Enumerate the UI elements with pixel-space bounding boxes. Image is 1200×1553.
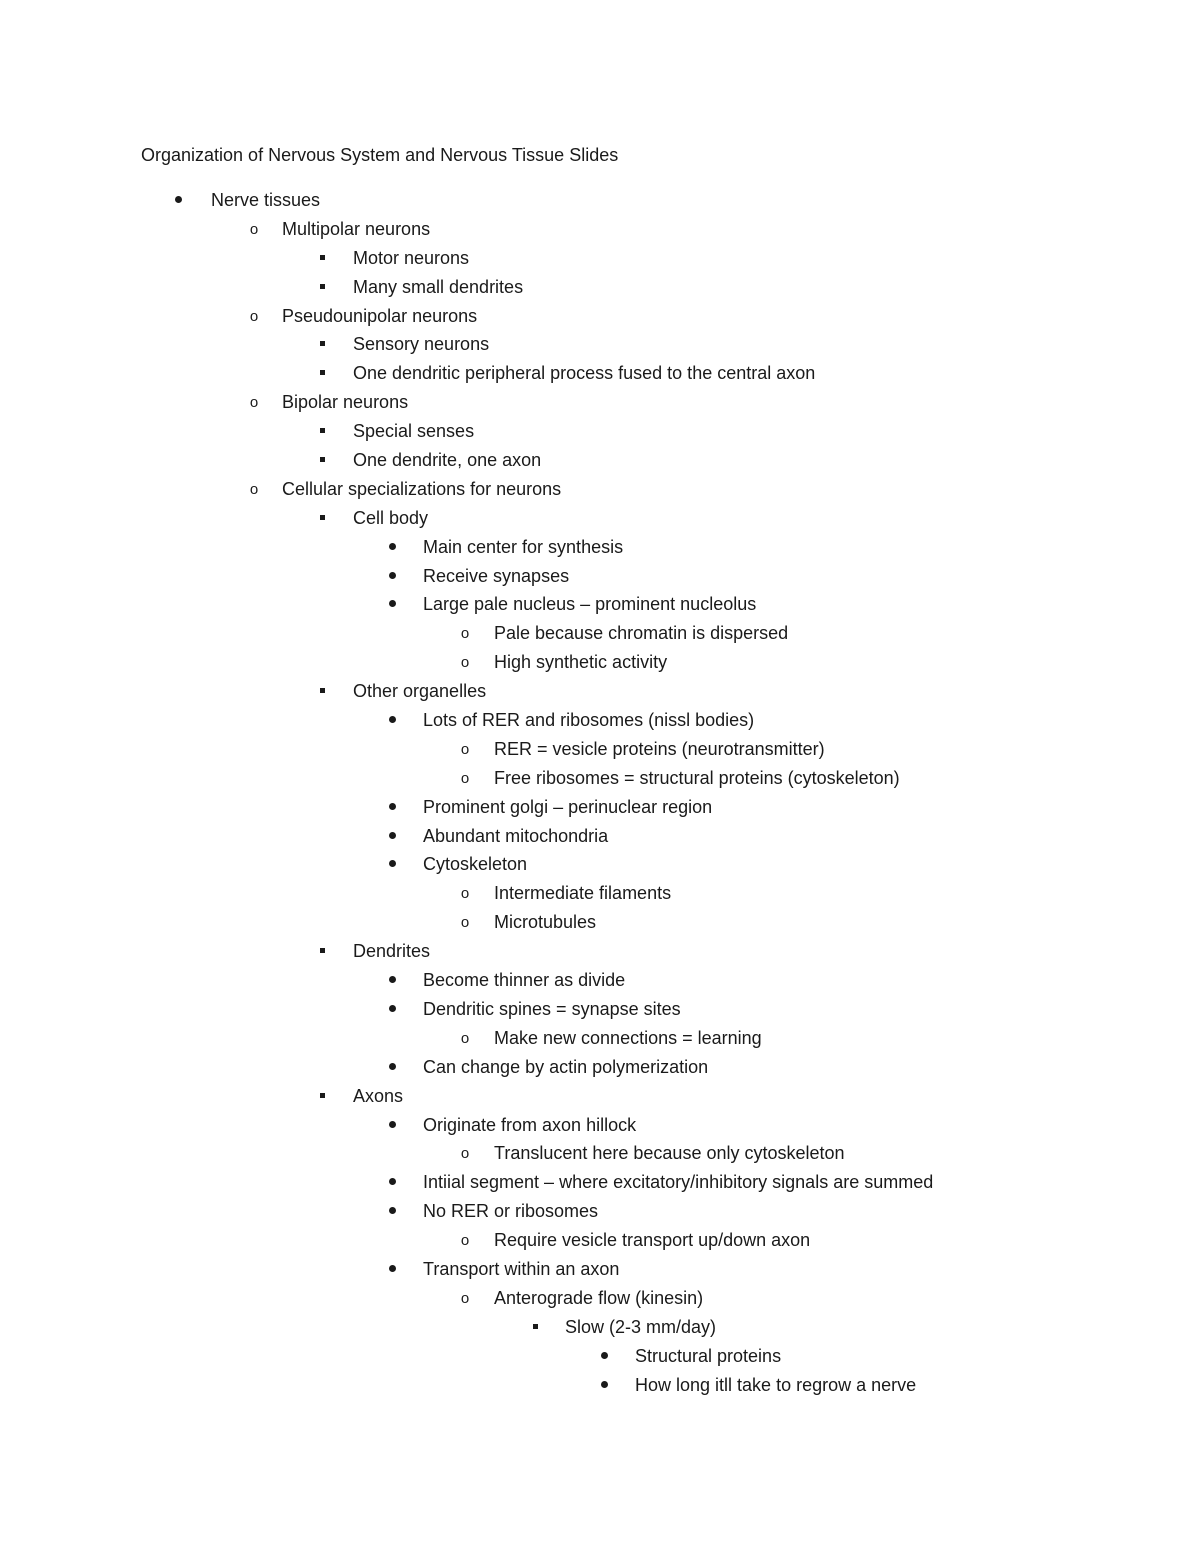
bullet-dot-icon (168, 187, 188, 203)
outline-item (0, 707, 1200, 736)
outline-item (0, 418, 1200, 447)
outline-item (0, 649, 1200, 678)
outline-item (0, 1227, 1200, 1256)
outline-item (0, 563, 1200, 592)
bullet-dot-icon (382, 707, 402, 723)
outline-item (0, 534, 1200, 563)
outline-item-text: Intermediate filaments (494, 883, 672, 904)
outline-item-text: Multipolar neurons (282, 218, 431, 239)
bullet-dot-icon (594, 1372, 614, 1388)
outline-item-text: Dendrites (353, 941, 431, 962)
outline-item-text: Structural proteins (635, 1345, 782, 1366)
bullet-ring-icon: o (249, 307, 259, 325)
outline-item (0, 1054, 1200, 1083)
outline-item (0, 736, 1200, 765)
outline-item-text: Make new connections = learning (494, 1027, 762, 1048)
outline-item-text: Abundant mitochondria (423, 825, 609, 846)
outline-item-text: Prominent golgi – perinuclear region (423, 796, 713, 817)
outline-item-text: Other organelles (353, 681, 487, 702)
bullet-ring-icon: o (460, 885, 470, 903)
bullet-dot-icon (382, 1169, 402, 1185)
outline-item-text: Cell body (353, 507, 429, 528)
outline-item (0, 1140, 1200, 1169)
bullet-dot-icon (382, 591, 402, 607)
outline-item-text: One dendrite, one axon (353, 450, 542, 471)
outline-item-text: High synthetic activity (494, 652, 668, 673)
outline-item-text: Nerve tissues (211, 190, 321, 210)
outline-item-text: How long itll take to regrow a nerve (635, 1374, 917, 1395)
bullet-dot-icon (382, 1256, 402, 1272)
outline-item (0, 794, 1200, 823)
outline-item (0, 1285, 1200, 1314)
bullet-square-icon (312, 447, 332, 462)
outline-item (0, 938, 1200, 967)
bullet-square-icon (312, 418, 332, 433)
bullet-square-icon (312, 938, 332, 953)
outline-item (0, 505, 1200, 534)
document-title: Organization of Nervous System and Nervous Tissue Slides (141, 145, 619, 165)
outline-item-text: Originate from axon hillock (423, 1114, 637, 1135)
outline-item (0, 447, 1200, 476)
outline-list (0, 187, 1200, 1400)
outline-item-text: Cellular specializations for neurons (282, 478, 562, 499)
outline-item-text: Special senses (353, 421, 475, 442)
outline-item (0, 187, 1200, 216)
outline-item-text: Require vesicle transport up/down axon (494, 1230, 811, 1251)
bullet-dot-icon (382, 1198, 402, 1214)
outline-item-text: Pale because chromatin is dispersed (494, 623, 789, 644)
outline-item-text: Sensory neurons (353, 334, 490, 355)
bullet-dot-icon (594, 1343, 614, 1359)
bullet-dot-icon (382, 823, 402, 839)
bullet-ring-icon: o (460, 1145, 470, 1163)
outline-item (0, 1343, 1200, 1372)
outline-item-text: Dendritic spines = synapse sites (423, 998, 681, 1019)
outline-item (0, 1198, 1200, 1227)
bullet-ring-icon: o (249, 480, 259, 498)
outline-item (0, 823, 1200, 852)
bullet-square-icon (525, 1314, 545, 1329)
outline-item-text: Axons (353, 1085, 404, 1106)
bullet-square-icon (312, 360, 332, 375)
outline-item (0, 996, 1200, 1025)
outline-item (0, 909, 1200, 938)
bullet-square-icon (312, 678, 332, 693)
outline-item (0, 331, 1200, 360)
bullet-dot-icon (382, 534, 402, 550)
outline-item (0, 303, 1200, 332)
outline-item-text: Lots of RER and ribosomes (nissl bodies) (423, 710, 755, 731)
outline-item-text: Main center for synthesis (423, 536, 624, 557)
outline-item (0, 620, 1200, 649)
outline-item-text: RER = vesicle proteins (neurotransmitter) (494, 738, 825, 759)
bullet-ring-icon: o (460, 654, 470, 672)
outline-item (0, 880, 1200, 909)
outline-item (0, 851, 1200, 880)
outline-item-text: Bipolar neurons (282, 392, 409, 413)
bullet-dot-icon (382, 1112, 402, 1128)
outline-item-text: Anterograde flow (kinesin) (494, 1287, 704, 1308)
bullet-ring-icon: o (460, 1029, 470, 1047)
bullet-square-icon (312, 505, 332, 520)
outline-item-text: One dendritic peripheral process fused to the central axon (353, 363, 816, 384)
outline-item (0, 389, 1200, 418)
bullet-square-icon (312, 331, 332, 346)
outline-item (0, 1169, 1200, 1198)
outline-item-text: Become thinner as divide (423, 970, 626, 991)
outline-item-text: No RER or ribosomes (423, 1201, 599, 1222)
bullet-ring-icon: o (460, 769, 470, 787)
bullet-dot-icon (382, 851, 402, 867)
bullet-ring-icon: o (460, 625, 470, 643)
outline-item (0, 1112, 1200, 1141)
bullet-dot-icon (382, 996, 402, 1012)
outline-item-text: Large pale nucleus – prominent nucleolus (423, 594, 757, 615)
bullet-square-icon (312, 1083, 332, 1098)
outline-item (0, 476, 1200, 505)
outline-item (0, 1314, 1200, 1343)
outline-item-text: Transport within an axon (423, 1258, 620, 1279)
outline-item-text: Receive synapses (423, 565, 570, 586)
bullet-ring-icon: o (460, 740, 470, 758)
outline-item (0, 216, 1200, 245)
bullet-ring-icon: o (460, 1289, 470, 1307)
outline-item (0, 765, 1200, 794)
outline-item (0, 591, 1200, 620)
outline-item-text: Translucent here because only cytoskeleton (494, 1143, 845, 1164)
outline-item (0, 245, 1200, 274)
bullet-dot-icon (382, 967, 402, 983)
bullet-dot-icon (382, 1054, 402, 1070)
outline-item-text: Motor neurons (353, 247, 470, 268)
bullet-ring-icon: o (460, 1232, 470, 1250)
outline-item-text: Pseudounipolar neurons (282, 305, 478, 326)
outline-item-text: Microtubules (494, 912, 597, 933)
bullet-dot-icon (382, 794, 402, 810)
outline-item-text: Many small dendrites (353, 276, 524, 297)
outline-item (0, 360, 1200, 389)
bullet-square-icon (312, 245, 332, 260)
outline-item (0, 1256, 1200, 1285)
outline-item-text: Can change by actin polymerization (423, 1056, 709, 1077)
outline-item (0, 678, 1200, 707)
bullet-dot-icon (382, 563, 402, 579)
bullet-square-icon (312, 274, 332, 289)
outline-item-text: Intiial segment – where excitatory/inhibitory signals are summed (423, 1172, 934, 1193)
outline-item (0, 1083, 1200, 1112)
outline-item-text: Slow (2-3 mm/day) (565, 1316, 717, 1337)
outline-item (0, 967, 1200, 996)
bullet-ring-icon: o (249, 220, 259, 238)
outline-item (0, 274, 1200, 303)
outline-item (0, 1372, 1200, 1401)
bullet-ring-icon: o (249, 394, 259, 412)
bullet-ring-icon: o (460, 914, 470, 932)
outline-item (0, 1025, 1200, 1054)
outline-item-text: Cytoskeleton (423, 854, 528, 875)
outline-item-text: Free ribosomes = structural proteins (cytoskeleton) (494, 767, 900, 788)
